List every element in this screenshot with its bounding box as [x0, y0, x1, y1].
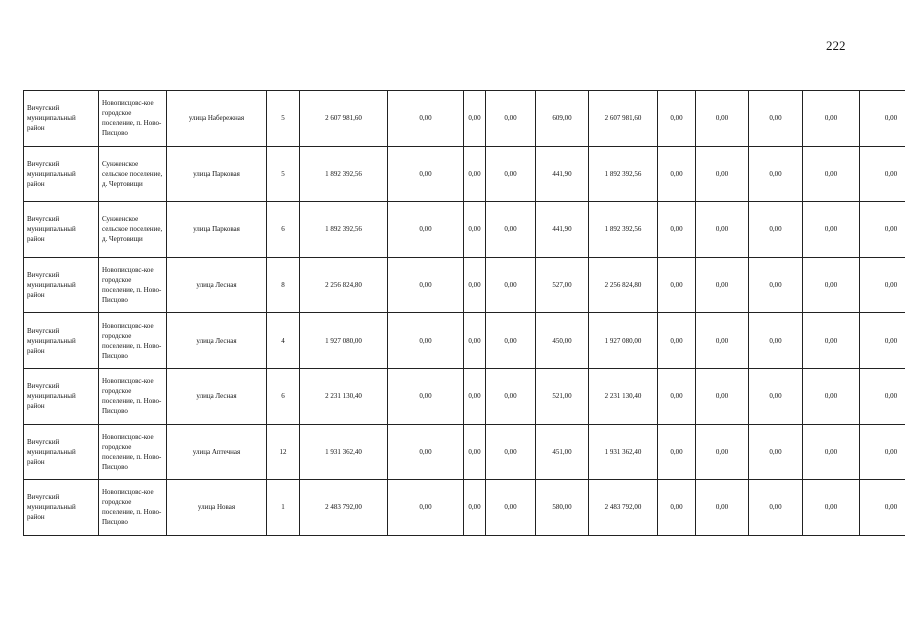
cell-col-6: 2 607 981,60 — [589, 91, 658, 147]
table-row — [24, 146, 905, 202]
cell-col-10: 0,00 — [803, 91, 860, 147]
cell-street: улица Аптечная — [167, 424, 267, 480]
data-table — [23, 90, 905, 536]
cell-col-6: 1 892 392,56 — [589, 202, 658, 258]
cell-col-2: 0,00 — [388, 368, 464, 424]
cell-house-number: 6 — [267, 202, 300, 258]
table-row — [24, 202, 905, 258]
cell-house-number: 4 — [267, 313, 300, 369]
cell-col-4: 0,00 — [486, 424, 536, 480]
cell-col-9: 0,00 — [749, 146, 803, 202]
cell-col-2: 0,00 — [388, 480, 464, 536]
cell-col-9: 0,00 — [749, 313, 803, 369]
cell-col-2: 0,00 — [388, 313, 464, 369]
cell-house-number: 5 — [267, 146, 300, 202]
table-body — [24, 91, 905, 536]
cell-street: улица Парковая — [167, 146, 267, 202]
cell-col-8: 0,00 — [696, 313, 749, 369]
cell-col-9: 0,00 — [749, 480, 803, 536]
cell-col-6: 1 931 362,40 — [589, 424, 658, 480]
cell-house-number: 5 — [267, 91, 300, 147]
cell-col-2: 0,00 — [388, 202, 464, 258]
cell-col-5: 441,90 — [536, 146, 589, 202]
cell-settlement: Новописцовс-кое городское поселение, п. Ново-Писцово — [99, 91, 167, 147]
cell-col-10: 0,00 — [803, 202, 860, 258]
cell-col-1: 2 231 130,40 — [300, 368, 388, 424]
cell-settlement: Сунженское сельское поселение, д. Чертовищи — [99, 202, 167, 258]
cell-col-2: 0,00 — [388, 146, 464, 202]
cell-col-4: 0,00 — [486, 368, 536, 424]
cell-col-9: 0,00 — [749, 424, 803, 480]
cell-col-7: 0,00 — [658, 146, 696, 202]
cell-col-5: 441,90 — [536, 202, 589, 258]
cell-col-11: 0,00 — [860, 424, 905, 480]
table-row — [24, 424, 905, 480]
cell-col-5: 450,00 — [536, 313, 589, 369]
cell-col-1: 1 892 392,56 — [300, 146, 388, 202]
cell-col-8: 0,00 — [696, 202, 749, 258]
cell-col-9: 0,00 — [749, 257, 803, 313]
cell-col-10: 0,00 — [803, 424, 860, 480]
table-row — [24, 257, 905, 313]
cell-settlement: Новописцовс-кое городское поселение, п. Ново-Писцово — [99, 424, 167, 480]
cell-col-3: 0,00 — [464, 202, 486, 258]
cell-district: Вичугский муниципальный район — [24, 368, 99, 424]
cell-col-10: 0,00 — [803, 257, 860, 313]
cell-col-3: 0,00 — [464, 424, 486, 480]
cell-col-8: 0,00 — [696, 368, 749, 424]
cell-district: Вичугский муниципальный район — [24, 257, 99, 313]
cell-street: улица Лесная — [167, 257, 267, 313]
cell-district: Вичугский муниципальный район — [24, 424, 99, 480]
cell-col-10: 0,00 — [803, 313, 860, 369]
cell-street: улица Новая — [167, 480, 267, 536]
cell-col-7: 0,00 — [658, 368, 696, 424]
cell-street: улица Лесная — [167, 313, 267, 369]
cell-col-3: 0,00 — [464, 257, 486, 313]
table-row — [24, 313, 905, 369]
cell-col-5: 609,00 — [536, 91, 589, 147]
cell-house-number: 6 — [267, 368, 300, 424]
cell-col-5: 527,00 — [536, 257, 589, 313]
cell-street: улица Лесная — [167, 368, 267, 424]
cell-street: улица Набережная — [167, 91, 267, 147]
table-row — [24, 91, 905, 147]
cell-settlement: Новописцовс-кое городское поселение, п. Ново-Писцово — [99, 480, 167, 536]
cell-col-11: 0,00 — [860, 257, 905, 313]
cell-col-1: 2 483 792,00 — [300, 480, 388, 536]
cell-col-11: 0,00 — [860, 313, 905, 369]
cell-col-3: 0,00 — [464, 368, 486, 424]
cell-col-2: 0,00 — [388, 257, 464, 313]
table-row — [24, 368, 905, 424]
cell-col-3: 0,00 — [464, 313, 486, 369]
cell-col-11: 0,00 — [860, 368, 905, 424]
cell-col-6: 1 927 080,00 — [589, 313, 658, 369]
cell-col-11: 0,00 — [860, 91, 905, 147]
cell-col-7: 0,00 — [658, 91, 696, 147]
cell-district: Вичугский муниципальный район — [24, 202, 99, 258]
cell-col-1: 2 256 824,80 — [300, 257, 388, 313]
cell-col-3: 0,00 — [464, 146, 486, 202]
cell-settlement: Новописцовс-кое городское поселение, п. Ново-Писцово — [99, 313, 167, 369]
cell-col-11: 0,00 — [860, 202, 905, 258]
cell-col-1: 1 931 362,40 — [300, 424, 388, 480]
cell-col-1: 1 927 080,00 — [300, 313, 388, 369]
cell-col-5: 451,00 — [536, 424, 589, 480]
cell-col-3: 0,00 — [464, 480, 486, 536]
cell-col-9: 0,00 — [749, 368, 803, 424]
cell-col-4: 0,00 — [486, 146, 536, 202]
cell-col-2: 0,00 — [388, 424, 464, 480]
cell-col-8: 0,00 — [696, 257, 749, 313]
cell-col-5: 521,00 — [536, 368, 589, 424]
cell-district: Вичугский муниципальный район — [24, 480, 99, 536]
cell-col-7: 0,00 — [658, 257, 696, 313]
cell-col-5: 580,00 — [536, 480, 589, 536]
cell-col-4: 0,00 — [486, 313, 536, 369]
cell-col-8: 0,00 — [696, 91, 749, 147]
cell-col-7: 0,00 — [658, 313, 696, 369]
cell-col-2: 0,00 — [388, 91, 464, 147]
cell-col-9: 0,00 — [749, 91, 803, 147]
cell-settlement: Новописцовс-кое городское поселение, п. Ново-Писцово — [99, 368, 167, 424]
cell-col-4: 0,00 — [486, 91, 536, 147]
cell-district: Вичугский муниципальный район — [24, 91, 99, 147]
cell-house-number: 1 — [267, 480, 300, 536]
cell-col-8: 0,00 — [696, 424, 749, 480]
cell-col-8: 0,00 — [696, 480, 749, 536]
cell-house-number: 12 — [267, 424, 300, 480]
cell-col-1: 2 607 981,60 — [300, 91, 388, 147]
cell-col-7: 0,00 — [658, 480, 696, 536]
cell-col-8: 0,00 — [696, 146, 749, 202]
cell-district: Вичугский муниципальный район — [24, 313, 99, 369]
cell-col-4: 0,00 — [486, 480, 536, 536]
cell-col-10: 0,00 — [803, 146, 860, 202]
cell-col-9: 0,00 — [749, 202, 803, 258]
cell-col-4: 0,00 — [486, 257, 536, 313]
cell-col-10: 0,00 — [803, 480, 860, 536]
cell-street: улица Парковая — [167, 202, 267, 258]
cell-col-3: 0,00 — [464, 91, 486, 147]
cell-col-1: 1 892 392,56 — [300, 202, 388, 258]
cell-col-11: 0,00 — [860, 480, 905, 536]
cell-col-7: 0,00 — [658, 424, 696, 480]
cell-col-6: 2 483 792,00 — [589, 480, 658, 536]
cell-house-number: 8 — [267, 257, 300, 313]
cell-col-6: 2 231 130,40 — [589, 368, 658, 424]
table-row — [24, 480, 905, 536]
cell-settlement: Сунженское сельское поселение, д. Чертовищи — [99, 146, 167, 202]
cell-col-4: 0,00 — [486, 202, 536, 258]
cell-settlement: Новописцовс-кое городское поселение, п. Ново-Писцово — [99, 257, 167, 313]
page-number: 222 — [826, 38, 846, 53]
cell-col-7: 0,00 — [658, 202, 696, 258]
cell-col-6: 2 256 824,80 — [589, 257, 658, 313]
cell-col-6: 1 892 392,56 — [589, 146, 658, 202]
cell-col-10: 0,00 — [803, 368, 860, 424]
cell-col-11: 0,00 — [860, 146, 905, 202]
cell-district: Вичугский муниципальный район — [24, 146, 99, 202]
